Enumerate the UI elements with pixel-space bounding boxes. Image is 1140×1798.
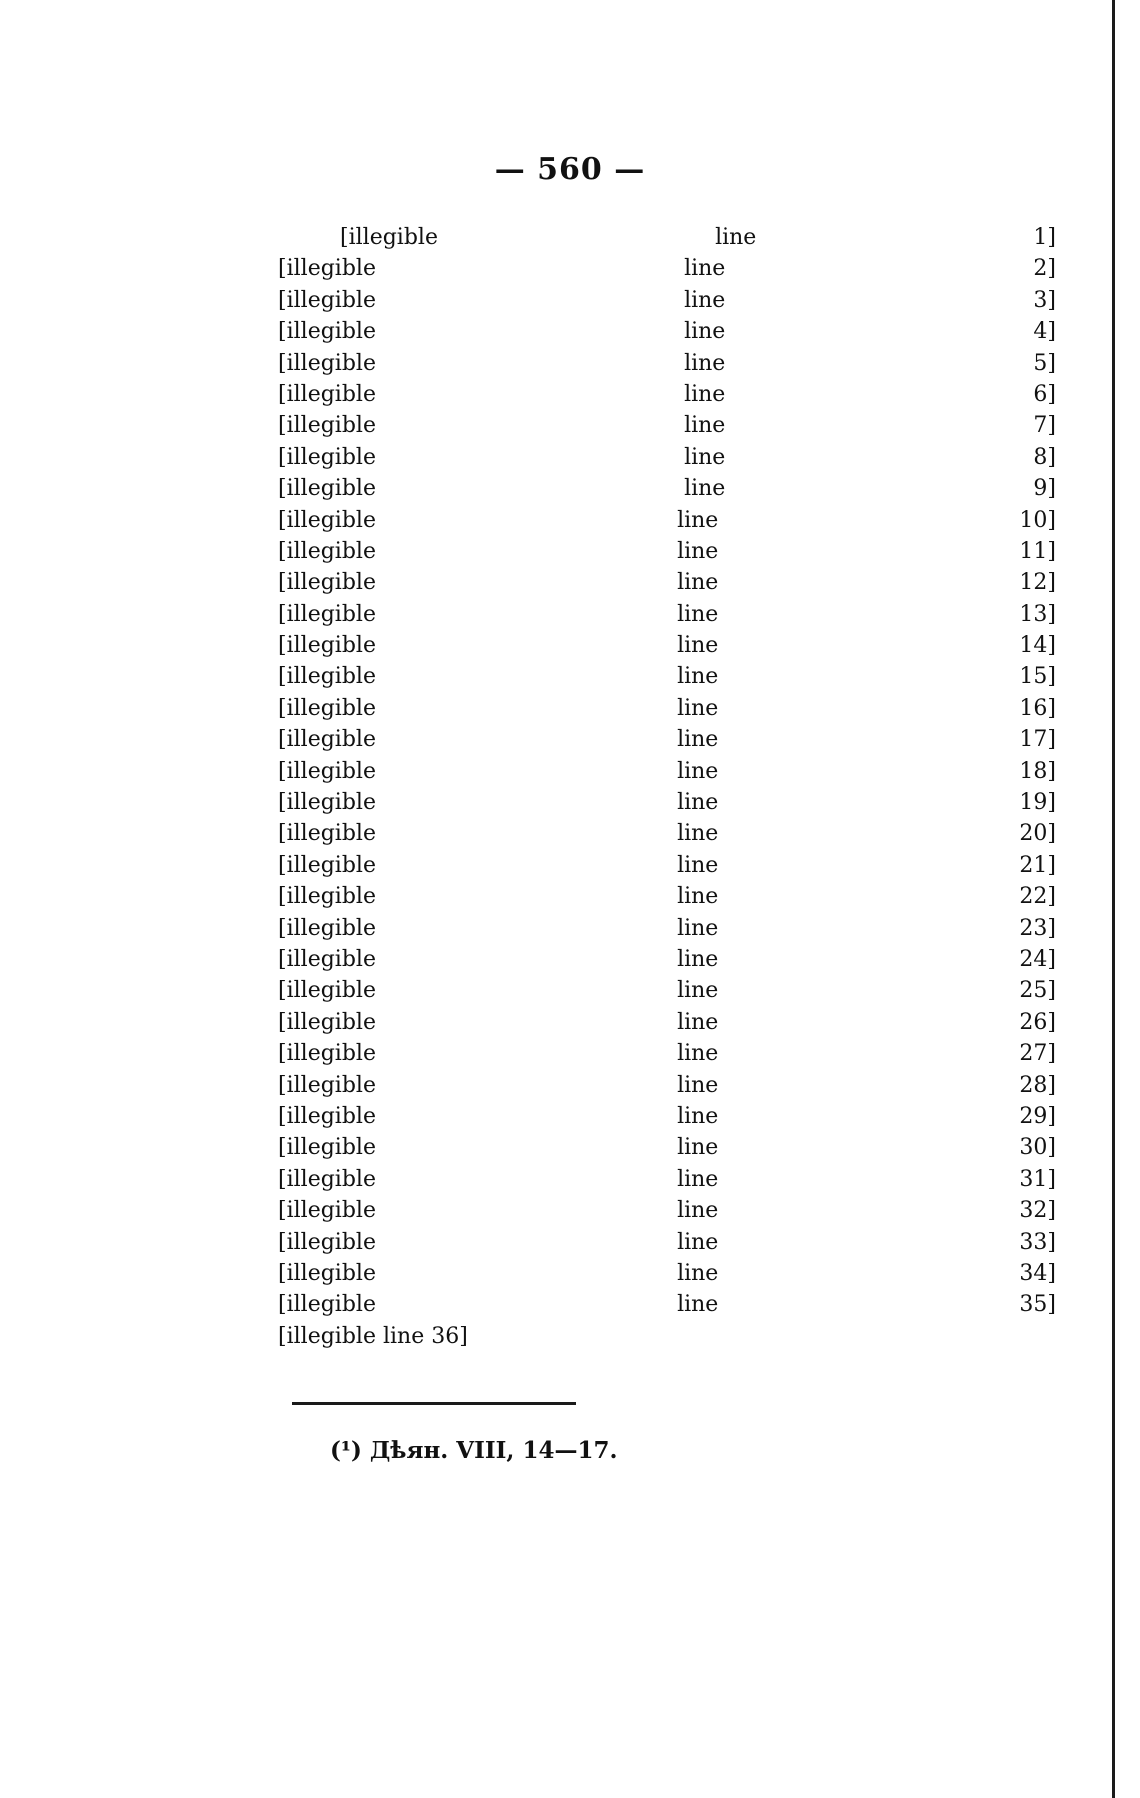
text-line: [illegible line 12] — [278, 570, 1056, 596]
text-line: [illegible line 2] — [278, 256, 1056, 282]
text-line: [illegible line 3] — [278, 287, 1056, 313]
text-line: [illegible line 1] — [340, 225, 1056, 250]
footnote: (¹) Дѣян. VIII, 14—17. — [330, 1437, 618, 1464]
text-line: [illegible line 18] — [278, 758, 1056, 784]
text-line: [illegible line 34] — [278, 1260, 1056, 1286]
page-edge-line — [1112, 0, 1115, 1798]
text-line: [illegible line 28] — [278, 1072, 1056, 1098]
text-line: [illegible line 26] — [278, 1009, 1056, 1035]
text-line: [illegible line 36] — [278, 1323, 468, 1349]
text-line: [illegible line 33] — [278, 1229, 1056, 1255]
text-line: [illegible line 31] — [278, 1166, 1056, 1192]
text-line: [illegible line 17] — [278, 727, 1056, 753]
text-line: [illegible line 21] — [278, 852, 1056, 878]
text-line: [illegible line 14] — [278, 633, 1056, 659]
text-line: [illegible line 9] — [278, 476, 1056, 502]
text-line: [illegible line 32] — [278, 1198, 1056, 1224]
text-line: [illegible line 30] — [278, 1135, 1056, 1161]
text-line: [illegible line 8] — [278, 444, 1056, 470]
text-line: [illegible line 23] — [278, 915, 1056, 941]
text-line: [illegible line 29] — [278, 1103, 1056, 1129]
text-line: [illegible line 11] — [278, 538, 1056, 564]
text-line: [illegible line 27] — [278, 1041, 1056, 1067]
text-line: [illegible line 25] — [278, 978, 1056, 1004]
footnote-rule — [292, 1402, 576, 1405]
text-line: [illegible line 10] — [278, 507, 1056, 533]
text-line: [illegible line 24] — [278, 946, 1056, 972]
text-line: [illegible line 6] — [278, 381, 1056, 407]
body-text — [278, 222, 1056, 1352]
text-line: [illegible line 22] — [278, 884, 1056, 910]
text-line: [illegible line 7] — [278, 413, 1056, 439]
text-line: [illegible line 13] — [278, 601, 1056, 627]
text-line: [illegible line 19] — [278, 790, 1056, 816]
text-line: [illegible line 35] — [278, 1292, 1056, 1318]
text-line: [illegible line 5] — [278, 350, 1056, 376]
text-line: [illegible line 20] — [278, 821, 1056, 847]
text-line: [illegible line 16] — [278, 695, 1056, 721]
page-number: — 560 — — [494, 152, 646, 187]
text-line: [illegible line 15] — [278, 664, 1056, 690]
text-line: [illegible line 4] — [278, 319, 1056, 345]
